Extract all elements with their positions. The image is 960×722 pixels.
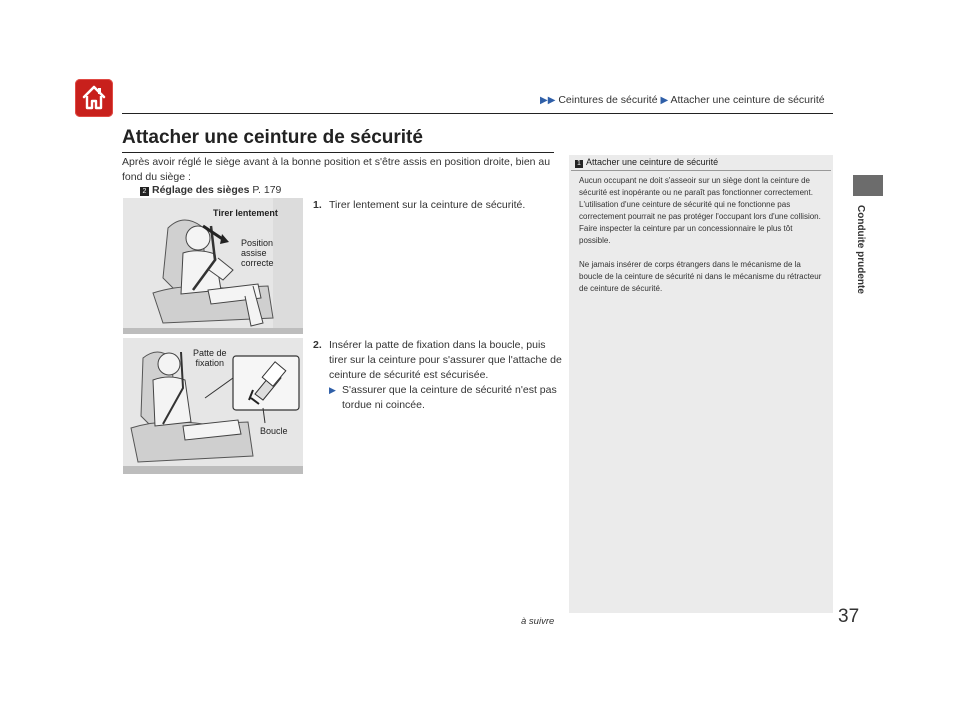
step-substep — [313, 383, 563, 413]
breadcrumb — [540, 94, 825, 106]
chapter-tab[interactable] — [853, 175, 883, 196]
reference-label: Réglage des sièges — [152, 184, 250, 196]
reference-arrow-icon: 2 — [140, 187, 149, 196]
label-correct-position: Position assise correcte — [241, 238, 274, 268]
intro-text: Après avoir réglé le siège avant à la bonne position et s'être assis en position droite, bien au fond du siège : — [122, 156, 551, 183]
note-divider — [571, 170, 831, 171]
step-1 — [313, 198, 563, 213]
seat-adjust-reference[interactable] — [140, 184, 281, 196]
step-number: 1. — [313, 199, 322, 211]
figure-pull-belt — [123, 198, 303, 334]
breadcrumb-page: Attacher une ceinture de sécurité — [670, 94, 825, 106]
seated-driver-illustration — [123, 198, 303, 334]
step-text-continued: tirer sur la ceinture pour s'assurer que l'attache de ceinture de sécurité est sécurisée. — [329, 354, 562, 381]
chapter-label-text: Conduite prudente — [855, 205, 866, 294]
continue-label: à suivre — [521, 616, 555, 627]
label-latch-plate: Patte de fixation — [193, 348, 227, 368]
step-2 — [313, 338, 563, 413]
home-button[interactable] — [75, 79, 113, 117]
breadcrumb-arrow-icon: ▶▶ — [540, 95, 556, 106]
label-pull-slowly: Tirer lentement — [213, 208, 278, 218]
title-divider — [122, 152, 554, 153]
label-buckle: Boucle — [260, 426, 288, 436]
header-divider — [122, 113, 833, 114]
note-number-icon: 1 — [575, 160, 583, 168]
note-paragraph: Ne jamais insérer de corps étrangers dans le mécanisme de la boucle de la ceinture de sécurité ni dans le mécanisme du rétracteur de ceinture de sécurité. — [579, 260, 822, 293]
page-title: Attacher une ceinture de sécurité — [122, 127, 423, 148]
home-icon — [81, 84, 107, 112]
figure-buckle-belt — [123, 338, 303, 474]
step-number: 2. — [313, 339, 322, 351]
substep-text: S'assurer que la ceinture de sécurité n'est pas tordue ni coincée. — [342, 384, 557, 411]
note-title: Attacher une ceinture de sécurité — [586, 157, 719, 167]
breadcrumb-section-link[interactable]: Ceintures de sécurité — [558, 94, 658, 106]
page-number: 37 — [838, 606, 860, 627]
reference-page: P. 179 — [249, 184, 282, 196]
substep-arrow-icon: ▶ — [329, 385, 336, 395]
step-text: Tirer lentement sur la ceinture de sécurité. — [329, 199, 526, 211]
breadcrumb-arrow-icon: ▶ — [660, 95, 669, 106]
step-text: Insérer la patte de fixation dans la boucle, puis — [329, 339, 546, 351]
note-paragraph: Aucun occupant ne doit s'asseoir sur un siège dont la ceinture de sécurité est inopérante ou ne paraît pas fonctionner correctement. L'utilisation d'une ceinture de sécurité qui ne fonctionne pas correctement pourrait ne pas protéger l'occupant lors d'une collision. Faire inspecter la ceinture par un concessionnaire le plus tôt possible. — [579, 176, 821, 245]
note-heading — [575, 157, 718, 168]
chapter-label — [835, 205, 901, 305]
